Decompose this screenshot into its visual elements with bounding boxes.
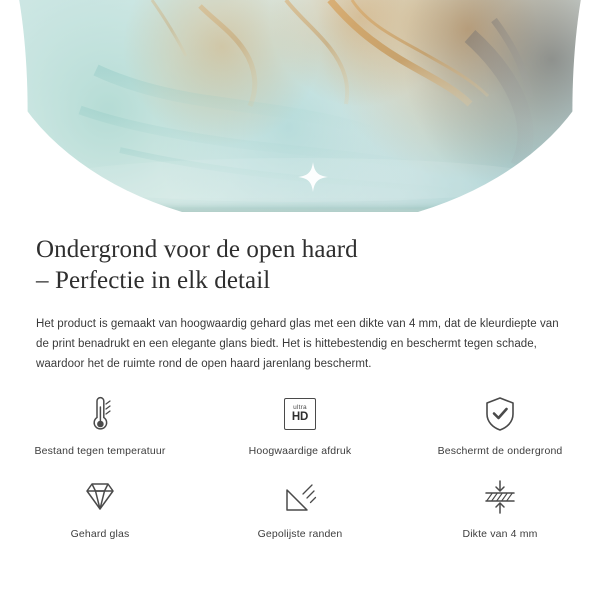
feature-label: Gepolijste randen [257,528,343,540]
text-content [0,212,600,374]
thickness-icon [480,475,520,519]
page-title-line-2: – Perfectie in elk detail [36,267,271,294]
diamond-icon [81,475,119,519]
feature-label: Beschermt de ondergrond [437,445,563,457]
ultra-hd-badge-bottom: HD [291,411,309,423]
feature-label: Bestand tegen temperatuur [34,445,166,457]
product-description: Het product is gemaakt van hoogwaardig gehard glas met een dikte van 4 mm, dat de kleurdiepte van de print benadrukt en een elegante glans biedt. Het is hittebestendig en beschermt tegen schade, waardoor het de ruimte rond de open haard jarenlang beschermt. [36,318,559,370]
feature-row-1 [0,392,600,457]
feature-ultra-hd [200,392,400,457]
hero-product-image [0,0,600,212]
feature-label: Gehard glas [70,528,130,540]
shield-check-icon [483,392,517,436]
feature-protection [400,392,600,457]
feature-polished-edges [200,475,400,540]
ultra-hd-icon [284,392,316,436]
feature-grid [0,392,600,540]
feature-row-2 [0,475,600,540]
ultra-hd-badge-top: ultra [293,403,307,411]
polished-edges-icon [283,475,317,519]
feature-label: Dikte van 4 mm [462,528,538,540]
thermometer-icon [84,392,116,436]
feature-temperature [0,392,200,457]
page-title [36,234,564,296]
hero-marble-texture [0,0,600,212]
feature-label: Hoogwaardige afdruk [248,445,352,457]
page-title-line-1: Ondergrond voor de open haard [36,236,358,263]
feature-thickness [400,475,600,540]
feature-tempered-glass [0,475,200,540]
